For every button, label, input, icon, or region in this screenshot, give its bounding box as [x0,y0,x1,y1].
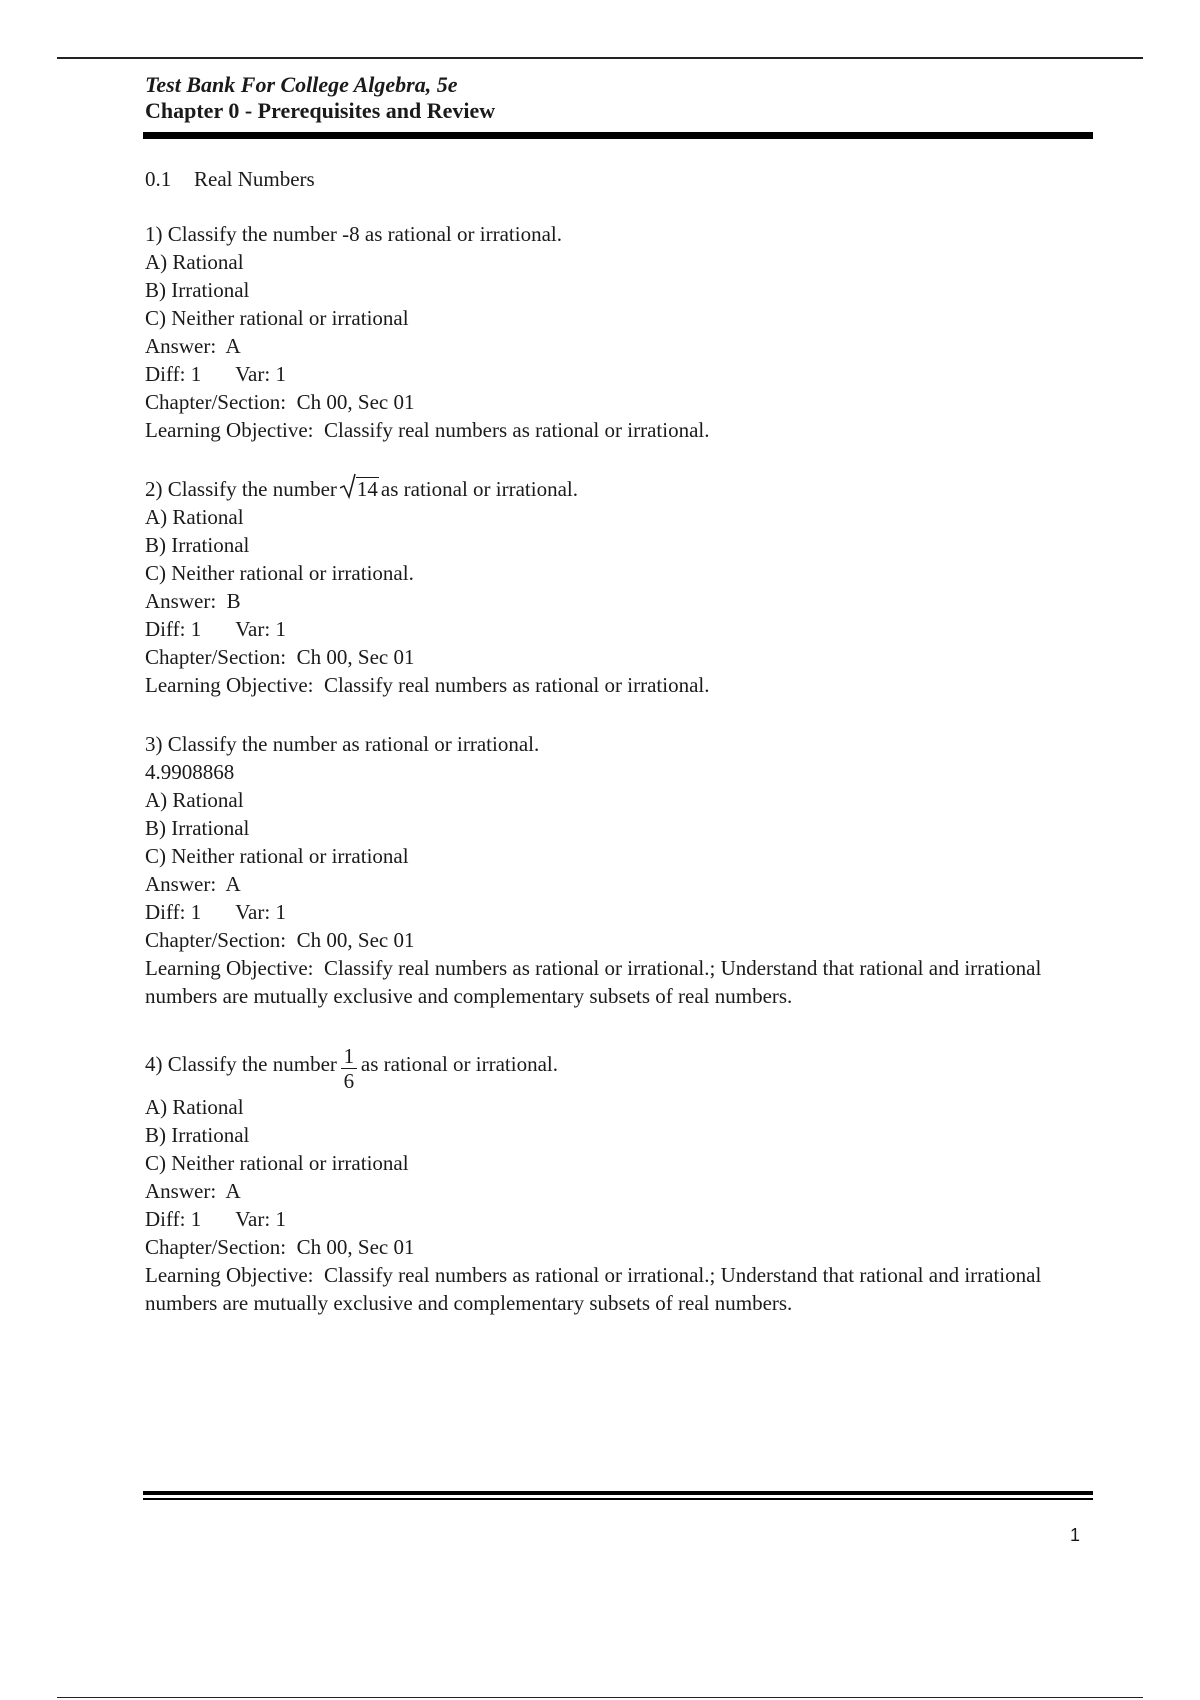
square-root-expression [340,475,379,503]
choice-b: B) Irrational [145,533,250,557]
radical-sign-icon [340,473,356,499]
answer-value: A [225,1179,241,1203]
question-prompt: 2) Classify the number 14 as rational or irrational. [145,475,1095,503]
question-1 [145,220,1095,444]
learning-objective-line: Learning Objective: Classify real numbers as rational or irrational. [145,673,710,697]
choice-b: B) Irrational [145,1123,250,1147]
chapter-section-line: Chapter/Section: Ch 00, Sec 01 [145,645,415,669]
choice-a: A) Rational [145,250,244,274]
fraction-numerator: 1 [343,1043,355,1068]
choice-c: C) Neither rational or irrational [145,844,409,868]
footer-rule-thick [143,1491,1093,1495]
learning-objective-line: Learning Objective: Classify real numbers as rational or irrational. [145,418,710,442]
question-prompt: 3) Classify the number as rational or irrational. [145,732,540,756]
learning-objective-line: Learning Objective: Classify real numbers as rational or irrational.; Understand that rational and irrational numbers are mutually exclusive and complementary subsets of real numbers. [145,956,1042,1008]
chapter-section-line: Chapter/Section: Ch 00, Sec 01 [145,390,415,414]
answer-value: B [226,589,241,613]
footer-rule-thin [143,1498,1093,1500]
question-prompt: 4) Classify the number $\frac{1}{6}$ as rational or irrational. [145,1043,558,1093]
chapter-section-line: Chapter/Section: Ch 00, Sec 01 [145,928,415,952]
radicand: 14 [356,477,378,501]
question-value: 4.9908868 [145,760,235,784]
answer-value: A [225,872,241,896]
header-rule [143,132,1093,139]
choice-b: B) Irrational [145,278,250,302]
choice-c: C) Neither rational or irrational. [145,561,414,585]
fraction-expression [341,1044,357,1093]
section-heading [145,167,315,192]
section-title: Real Numbers [194,167,315,191]
choice-a: A) Rational [145,505,244,529]
chapter-title: Chapter 0 - Prerequisites and Review [145,98,496,123]
difficulty-line: Diff: 1 Var: 1 [145,1207,286,1231]
difficulty-line: Diff: 1 Var: 1 [145,362,286,386]
page-header [145,72,1095,124]
difficulty-line: Diff: 1 Var: 1 [145,617,286,641]
difficulty-line: Diff: 1 Var: 1 [145,900,286,924]
page-number: 1 [1070,1525,1081,1545]
question-3 [145,730,1095,1010]
answer-value: A [225,334,241,358]
question-4 [145,1035,1095,1317]
choice-a: A) Rational [145,788,244,812]
choice-a: A) Rational [145,1095,244,1119]
choice-c: C) Neither rational or irrational [145,1151,409,1175]
section-number: 0.1 [145,167,172,191]
book-title: Test Bank For College Algebra, 5e [145,72,458,97]
answer-line: Answer: A [145,334,241,358]
choice-b: B) Irrational [145,816,250,840]
learning-objective-line: Learning Objective: Classify real numbers as rational or irrational.; Understand that rational and irrational numbers are mutually exclusive and complementary subsets of real numbers. [145,1263,1042,1315]
top-edge-rule [57,57,1143,59]
question-prompt: 1) Classify the number -8 as rational or irrational. [145,222,562,246]
answer-line: Answer: A [145,1179,241,1203]
answer-line: Answer: A [145,872,241,896]
question-2 [145,475,1095,699]
fraction-denominator: 6 [343,1068,355,1093]
chapter-section-line: Chapter/Section: Ch 00, Sec 01 [145,1235,415,1259]
bottom-edge-rule [57,1697,1143,1698]
choice-c: C) Neither rational or irrational [145,306,409,330]
answer-line: Answer: B [145,589,241,613]
